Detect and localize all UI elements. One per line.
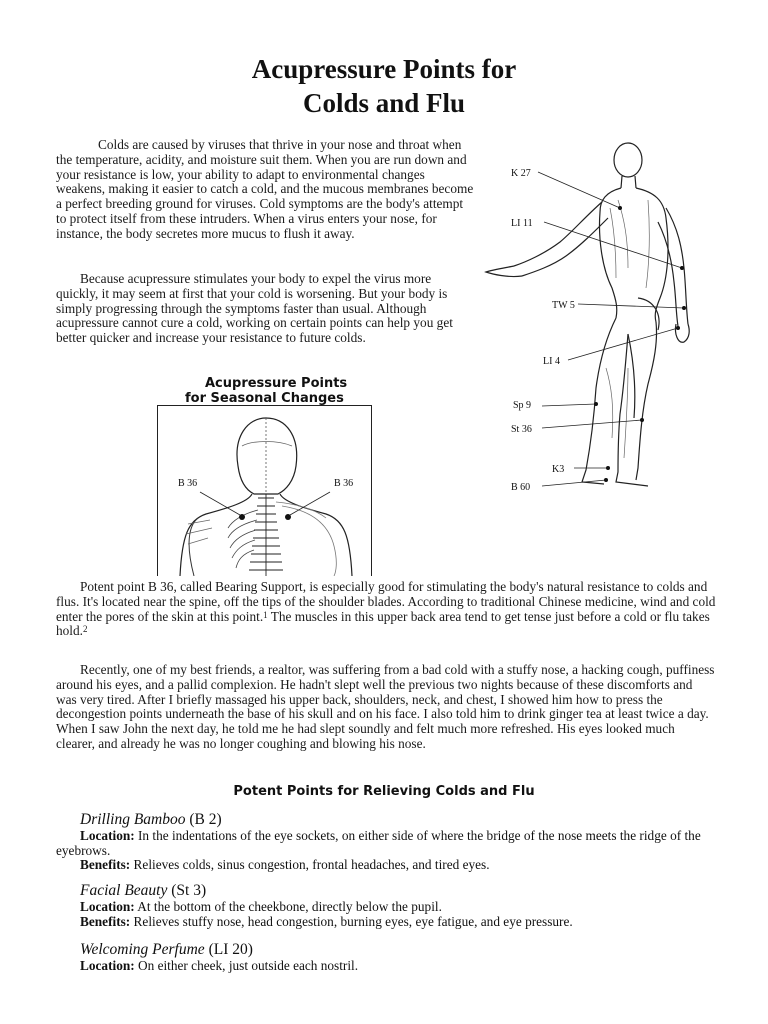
seasonal-figure-title (160, 376, 390, 406)
footnote-2: 2 (82, 624, 88, 635)
body-label-k27: K 27 (511, 168, 531, 179)
story-paragraph: Recently, one of my best friends, a realtor, was suffering from a bad cold with a stuffy nose, a hacking cough, puffiness around his eyes, and a pallid complexion. He hadn't slept well the previous two nights because of these discomforts and was very tired. After I briefly massaged his upper back, shoulders, neck, and chest, I showed him how to press the decongestion points underneath the base of his skull and on his face. I also told him to drink ginger tea at least twice a day. When I saw John the next day, he told me he had slept soundly and felt much more refreshed. His eyes looked much clearer, and already he was no longer coughing and blowing his nose. (56, 662, 715, 751)
intro-paragraph-2: Because acupressure stimulates your body to expel the virus more quickly, it may seem at first that your cold is worsening. But your body is simply progressing through the symptoms faster than usual. Although acupressure cannot cure a cold, working on certain points can help you get better quicker and increase your resistance to future colds. (56, 271, 453, 346)
footnote-1: 1 (263, 609, 268, 620)
point-benefits: Benefits: Relieves colds, sinus congestion, frontal headaches, and tired eyes. (80, 857, 490, 873)
body-label-tw5: TW 5 (552, 300, 575, 311)
body-label-sp9: Sp 9 (513, 400, 532, 411)
title-line-2: Colds and Flu (302, 88, 466, 118)
title-line-1: Acupressure Points for (251, 54, 517, 84)
point-benefits: Benefits: Relieves stuffy nose, head congestion, burning eyes, eye fatigue, and eye pressure. (80, 913, 573, 929)
body-label-st36: St 36 (511, 424, 532, 435)
point-location: Location: On either cheek, just outside each nostril. (80, 958, 359, 973)
upper-back-illustration (158, 406, 371, 576)
point-location: Location: In the indentations of the eye sockets, on either side of where the bridge of the nose meets the ridge of the eyebrows. (56, 828, 701, 858)
intro-paragraph-1: Colds are caused by viruses that thrive in your nose and throat when the temperature, acidity, and moisture suit them. When you are run down and your resistance is low, your ability to adapt to environmental changes weakens, making it easier to catch a cold, and the mucous membranes become a perfect breeding ground for viruses. Cold symptoms are the body's attempt to protect itself from these intruders. When a virus enters your nose, for instance, the body secretes more mucus to flush it away. (56, 137, 474, 241)
b36-text-a: Potent point B 36, called Bearing Support, is especially good for stimulating the body's natural resistance to colds and flus. It's located near the spine, off the tips of the shoulder blades. According to traditional Chinese medicine, wind and cold enter the pores of the skin at this point. (56, 579, 716, 624)
point-entry-facial-beauty (56, 882, 716, 929)
seasonal-title-line-1: Acupressure Points (205, 376, 348, 391)
full-body-figure (478, 138, 740, 498)
seasonal-label-right: B 36 (334, 478, 354, 489)
body-label-li11: LI 11 (511, 218, 533, 229)
point-name: Facial Beauty (St 3) (80, 882, 207, 899)
standing-body-illustration (478, 138, 740, 498)
point-location: Location: At the bottom of the cheekbone, directly below the pupil. (80, 899, 442, 914)
seasonal-title-line-2: for Seasonal Changes (185, 391, 344, 406)
seasonal-figure (157, 405, 372, 576)
point-entry-drilling-bamboo (56, 811, 716, 873)
body-label-k3: K3 (552, 464, 565, 475)
seasonal-label-left: B 36 (178, 478, 198, 489)
b36-text-b: The muscles in this upper back area tend to get tense just before a cold or flu takes hold. (56, 608, 710, 639)
body-label-li4: LI 4 (543, 356, 560, 367)
page-title (0, 52, 768, 120)
b36-paragraph (56, 580, 716, 639)
body-label-b60: B 60 (511, 482, 531, 493)
point-entry-welcoming-perfume (56, 941, 716, 974)
point-name: Drilling Bamboo (B 2) (80, 811, 222, 828)
section-heading: Potent Points for Relieving Colds and Flu (233, 784, 535, 799)
point-name: Welcoming Perfume (LI 20) (80, 941, 253, 958)
